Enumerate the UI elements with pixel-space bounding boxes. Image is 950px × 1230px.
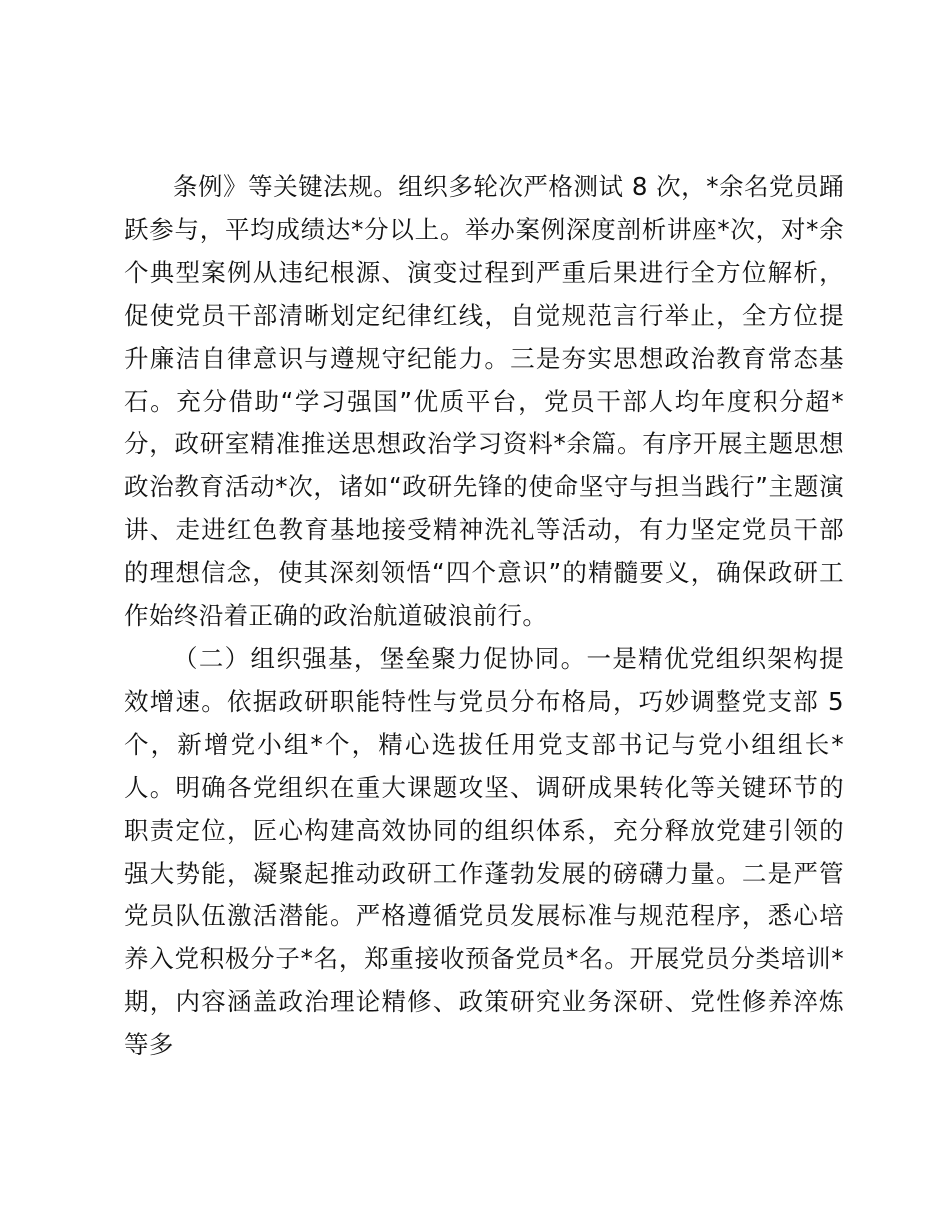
paragraph-2: （二）组织强基，堡垒聚力促协同。一是精优党组织架构提效增速。依据政研职能特性与党员分布格局，巧妙调整党支部 5 个，新增党小组*个，精心选拔任用党支部书记与党小组组长*人。明确各党组织在重大课题攻坚、调研成果转化等关键环节的职责定位，匠心构建高效协同的组织体系，充分释放党建引领的强大势能，凝聚起推动政研工作蓬勃发展的磅礴力量。二是严管党员队伍激活潜能。严格遵循党员发展标准与规范程序，悉心培养入党积极分子*名，郑重接收预备党员*名。开展党员分类培训*期，内容涵盖政治理论精修、政策研究业务深研、党性修养淬炼等多 (124, 643, 844, 1060)
paragraph-1: 条例》等关键法规。组织多轮次严格测试 8 次，*余名党员踊跃参与，平均成绩达*分以上。举办案例深度剖析讲座*次，对*余个典型案例从违纪根源、演变过程到严重后果进行全方位解析，促使党员干部清晰划定纪律红线，自觉规范言行举止，全方位提升廉洁自律意识与遵规守纪能力。三是夯实思想政治教育常态基石。充分借助“学习强国”优质平台，党员干部人均年度积分超*分，政研室精准推送思想政治学习资料*余篇。有序开展主题思想政治教育活动*次，诸如“政研先锋的使命坚守与担当践行”主题演讲、走进红色教育基地接受精神洗礼等活动，有力坚定党员干部的理想信念，使其深刻领悟“四个意识”的精髓要义，确保政研工作始终沿着正确的政治航道破浪前行。 (124, 172, 844, 631)
document-body (124, 166, 844, 1067)
